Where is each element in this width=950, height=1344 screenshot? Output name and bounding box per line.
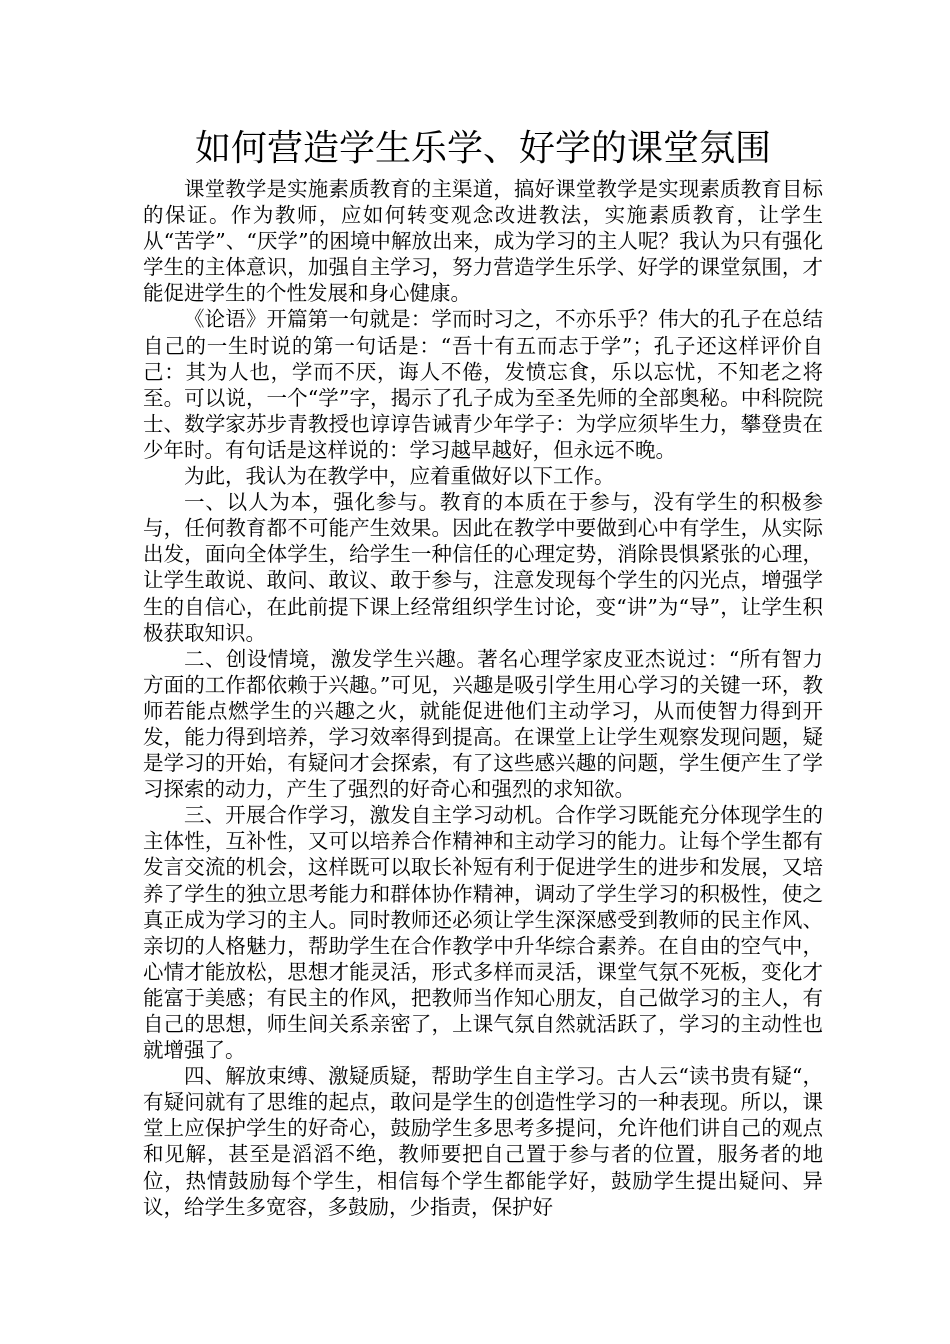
document-page (143, 127, 823, 1220)
paragraph-intro: 课堂教学是实施素质教育的主渠道，搞好课堂教学是实现素质教育目标的保证。作为教师，应如何转变观念改进教法，实施素质教育，让学生从“苦学”、“厌学”的困境中解放出来，成为学习的主人呢？我认为只有强化学生的主体意识，加强自主学习，努力营造学生乐学、好学的课堂氛围，才能促进学生的个性发展和身心健康。 (143, 177, 823, 306)
paragraph-lunyu: 《论语》开篇第一句就是：学而时习之，不亦乐乎？伟大的孔子在总结自己的一生时说的第一句话是：“吾十有五而志于学”；孔子还这样评价自己：其为人也，学而不厌，诲人不倦，发愤忘食，乐以忘忧，不知老之将至。可以说，一个“学”字，揭示了孔子成为至圣先师的全部奥秘。中科院院士、数学家苏步青教授也谆谆告诫青少年学子：为学应须毕生力，攀登贵在少年时。有句话是这样说的：学习越早越好，但永远不晚。 (143, 307, 823, 462)
paragraph-transition: 为此，我认为在教学中，应着重做好以下工作。 (184, 464, 615, 489)
paragraph-point-2: 二、创设情境，激发学生兴趣。著名心理学家皮亚杰说过：“所有智力方面的工作都依赖于兴趣。”可见，兴趣是吸引学生用心学习的关键一环，教师若能点燃学生的兴趣之火，就能促进他们主动学习，从而使智力得到开发，能力得到培养，学习效率得到提高。在课堂上让学生观察发现问题，疑是学习的开始，有疑问才会探索，有了这些感兴趣的问题，学生便产生了学习探索的动力，产生了强烈的好奇心和强烈的求知欲。 (143, 646, 823, 802)
paragraph-point-3: 三、开展合作学习，激发自主学习动机。合作学习既能充分体现学生的主体性，互补性，又可以培养合作精神和主动学习的能力。让每个学生都有发言交流的机会，这样既可以取长补短有利于促进学生的进步和发展，又培养了学生的独立思考能力和群体协作精神，调动了学生学习的积极性，使之真正成为学习的主人。同时教师还必须让学生深深感受到教师的民主作风、亲切的人格魅力，帮助学生在合作教学中升华综合素养。在自由的空气中，心情才能放松，思想才能灵活，形式多样而灵活，课堂气氛不死板，变化才能富于美感；有民主的作风，把教师当作知心朋友，自己做学习的主人，有自己的思想，师生间关系亲密了，上课气氛自然就活跃了，学习的主动性也就增强了。 (143, 803, 823, 1063)
paragraph-point-4: 四、解放束缚、激疑质疑，帮助学生自主学习。古人云“读书贵有疑“，有疑问就有了思维的起点，敢问是学生的创造性学习的一种表现。所以，课堂上应保护学生的好奇心，鼓励学生多思考多提问，允许他们讲自己的观点和见解，甚至是滔滔不绝，教师要把自己置于参与者的位置，服务者的地位，热情鼓励每个学生，相信每个学生都能学好，鼓励学生提出疑问、异议，给学生多宽容，多鼓励，少指责，保护好 (143, 1064, 823, 1219)
paragraph-point-1: 一、以人为本，强化参与。教育的本质在于参与，没有学生的积极参与，任何教育都不可能产生效果。因此在教学中要做到心中有学生，从实际出发，面向全体学生，给学生一种信任的心理定势，消除畏惧紧张的心理，让学生敢说、敢问、敢议、敢于参与，注意发现每个学生的闪光点，增强学生的自信心，在此前提下课上经常组织学生讨论，变“讲”为“导”，让学生积极获取知识。 (143, 490, 823, 645)
document-title: 如何营造学生乐学、好学的课堂氛围 (194, 128, 771, 169)
